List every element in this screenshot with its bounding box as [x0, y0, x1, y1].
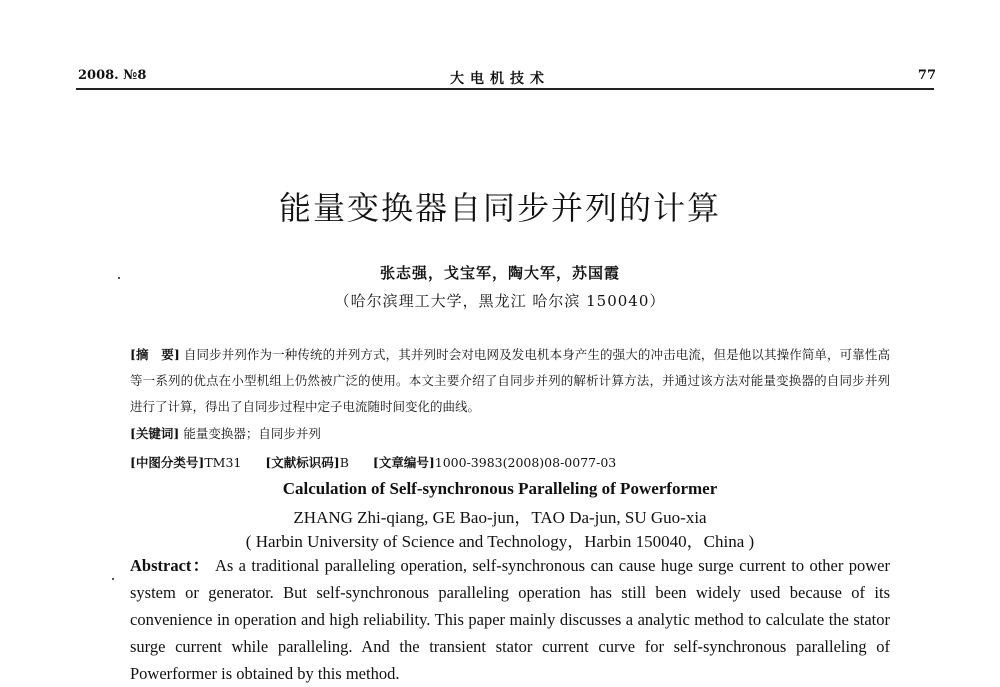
clc-label: [中图分类号] — [130, 455, 205, 470]
page-number: 77 — [917, 68, 936, 83]
keywords — [130, 424, 321, 442]
header-rule — [76, 88, 934, 90]
english-title: Calculation of Self-synchronous Paralleling of Powerformer — [282, 479, 718, 498]
doc-code-label: [文献标识码] — [265, 455, 340, 470]
doc-code-value: B — [339, 455, 349, 470]
article-number-value: 1000-3983(2008)08-0077-03 — [434, 455, 617, 470]
issue-number: 2008. №8 — [78, 68, 147, 83]
english-abstract-label: Abstract： — [130, 556, 211, 575]
english-abstract-text: As a traditional paralleling operation, self-synchronous can cause huge surge current to other power system or generator. But self-synchronous paralleling operation has still been widely used because of its convenience in operation and high reliability. This paper mainly discusses a analytic method to calculate the stator surge current while paralleling. And the transient stator current curve for self-synchronous paralleling of Powerformer is obtained by this method. — [130, 556, 890, 683]
abstract-text: 自同步并列作为一种传统的并列方式，其并列时会对电网及发电机本身产生的强大的冲击电流，但是他以其操作简单，可靠性高等一系列的优点在小型机组上仍然被广泛的使用。本文主要介绍了自同步并列的解析计算方法，并通过该方法对能量变换器的自同步并列进行了计算，得出了自同步过程中定子电流随时间变化的曲线。 — [130, 347, 890, 414]
paper-title: 能量变换器自同步并列的计算 — [278, 189, 721, 227]
keywords-label: [关键词] — [130, 426, 180, 441]
keywords-text: 能量变换器；自同步并列 — [183, 426, 321, 441]
article-number-label: [文章编号] — [372, 455, 435, 470]
english-authors: ZHANG Zhi-qiang, GE Bao-jun，TAO Da-jun, SU Guo-xia — [293, 508, 707, 527]
classification-line — [130, 453, 616, 471]
clc-value: TM31 — [204, 455, 242, 470]
chinese-abstract — [130, 342, 890, 420]
english-affiliation: ( Harbin University of Science and Technology，Harbin 150040，China ) — [245, 532, 755, 551]
affiliation: （哈尔滨理工大学，黑龙江 哈尔滨 150040） — [334, 292, 666, 310]
english-abstract — [130, 552, 890, 687]
journal-name: 大电机技术 — [450, 71, 550, 87]
scan-speck — [118, 277, 120, 279]
authors: 张志强，戈宝军，陶大军，苏国霞 — [379, 264, 620, 282]
scan-speck — [112, 578, 114, 580]
abstract-label: [摘 要] — [130, 347, 180, 362]
